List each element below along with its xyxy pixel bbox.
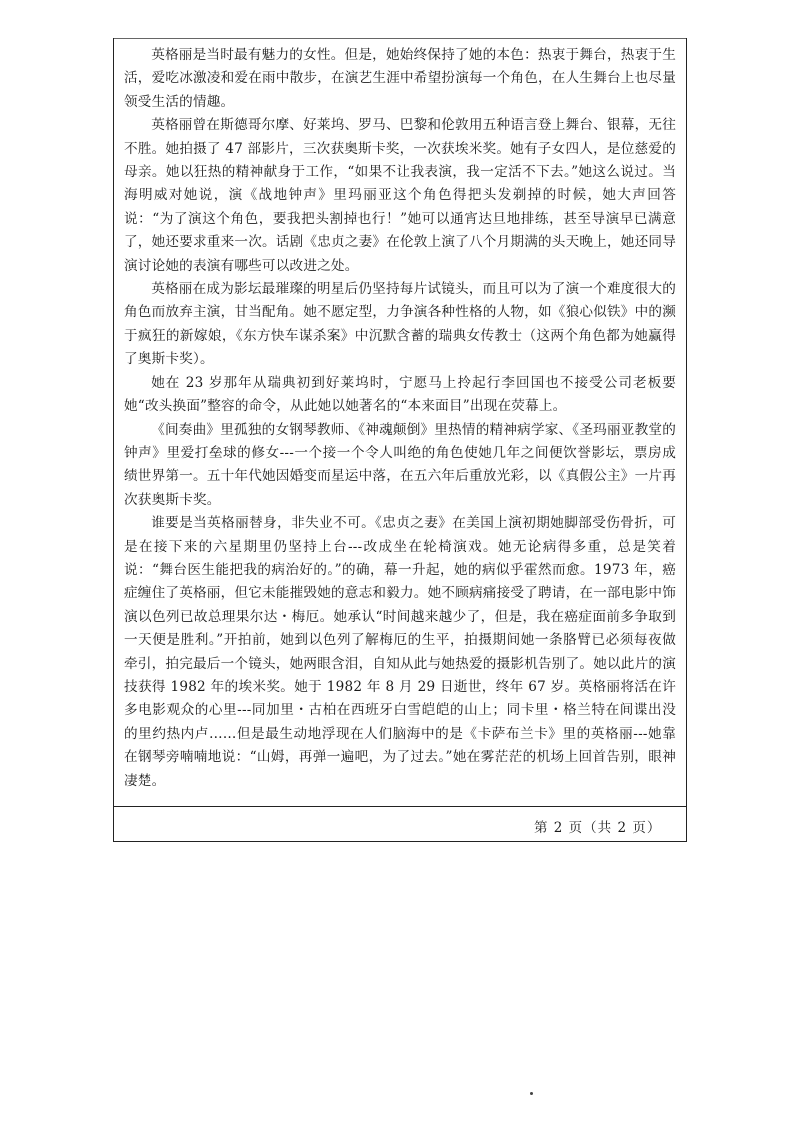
page-number: 第 2 页（共 2 页） bbox=[534, 820, 662, 836]
paragraph: 英格丽在成为影坛最璀璨的明星后仍坚持每片试镜头，而且可以为了演一个难度很大的角色而放弃主演，甘当配角。她不愿定型，力争演各种性格的人物，如《狼心似铁》中的濒于疯狂的新嫁娘，《东方快车谋杀案》中沉默含蓄的瑞典女传教士（这两个角色都为她赢得了奥斯卡奖）。 bbox=[124, 281, 676, 368]
article-body bbox=[124, 44, 676, 793]
paragraph: 《间奏曲》里孤独的女钢琴教师、《神魂颠倒》里热情的精神病学家、《圣玛丽亚教堂的钟声》里爱打垒球的修女---一个接一个令人叫绝的角色使她几年之间便饮誉影坛，票房成绩世界第一。五十年代她因婚变而星运中落，在五六年后重放光彩，以《真假公主》一片再次获奥斯卡奖。 bbox=[124, 421, 676, 508]
paragraph: 谁要是当英格丽替身，非失业不可。《忠贞之妻》在美国上演初期她脚部受伤骨折，可是在接下来的六星期里仍坚持上台---改成坐在轮椅演戏。她无论病得多重，总是笑着说：“舞台医生能把我的病治好的。”的确，幕一升起，她的病似乎霍然而愈。1973 年，癌症缠住了英格丽，但它未能摧毁她的意志和毅力。她不顾病痛接受了聘请，在一部电影中饰演以色列已故总理果尔达・梅厄。她承认“时间越来越少了，但是，我在癌症面前多争取到一天便是胜利。”开拍前，她到以色列了解梅厄的生平，拍摄期间她一条胳臂已必须每夜做牵引，拍完最后一个镜头，她两眼含泪，自知从此与她热爱的摄影机告别了。她以此片的演技获得 1982 年的埃米奖。她于 1982 年 8 月 29 日逝世，终年 67 岁。英格丽将活在许多电影观众的心里---同加里・古柏在西班牙白雪皑皑的山上；同卡里・格兰特在间谍出没的里约热内卢……但是最生动地浮现在人们脑海中的是《卡萨布兰卡》里的英格丽---她靠在钢琴旁喃喃地说：“山姆，再弹一遍吧，为了过去。”她在雾茫茫的机场上回首告别，眼神凄楚。 bbox=[124, 515, 676, 789]
scan-speck bbox=[530, 1092, 533, 1095]
page-frame bbox=[113, 38, 687, 842]
paragraph: 英格丽曾在斯德哥尔摩、好莱坞、罗马、巴黎和伦敦用五种语言登上舞台、银幕，无往不胜。她拍摄了 47 部影片，三次获奥斯卡奖，一次获埃米奖。她有子女四人，是位慈爱的母亲。她以狂热的精神献身于工作，“如果不让我表演，我一定活不下去。”她这么说过。当海明威对她说，演《战地钟声》里玛丽亚这个角色得把头发剃掉的时候，她大声回答说：“为了演这个角色，要我把头割掉也行！”她可以通宵达旦地排练，甚至导演早已满意了，她还要求重来一次。话剧《忠贞之妻》在伦敦上演了八个月期满的头天晚上，她还同导演讨论她的表演有哪些可以改进之处。 bbox=[124, 117, 676, 274]
paragraph: 她在 23 岁那年从瑞典初到好莱坞时，宁愿马上拎起行李回国也不接受公司老板要她“改头换面”整容的命令，从此她以她著名的“本来面目”出现在荧幕上。 bbox=[124, 374, 676, 415]
paragraph: 英格丽是当时最有魅力的女性。但是，她始终保持了她的本色：热衷于舞台，热衷于生活，爱吃冰激凌和爱在雨中散步，在演艺生涯中希望扮演每一个角色，在人生舞台上也尽量领受生活的情趣。 bbox=[124, 47, 676, 110]
footer-divider bbox=[114, 806, 686, 807]
